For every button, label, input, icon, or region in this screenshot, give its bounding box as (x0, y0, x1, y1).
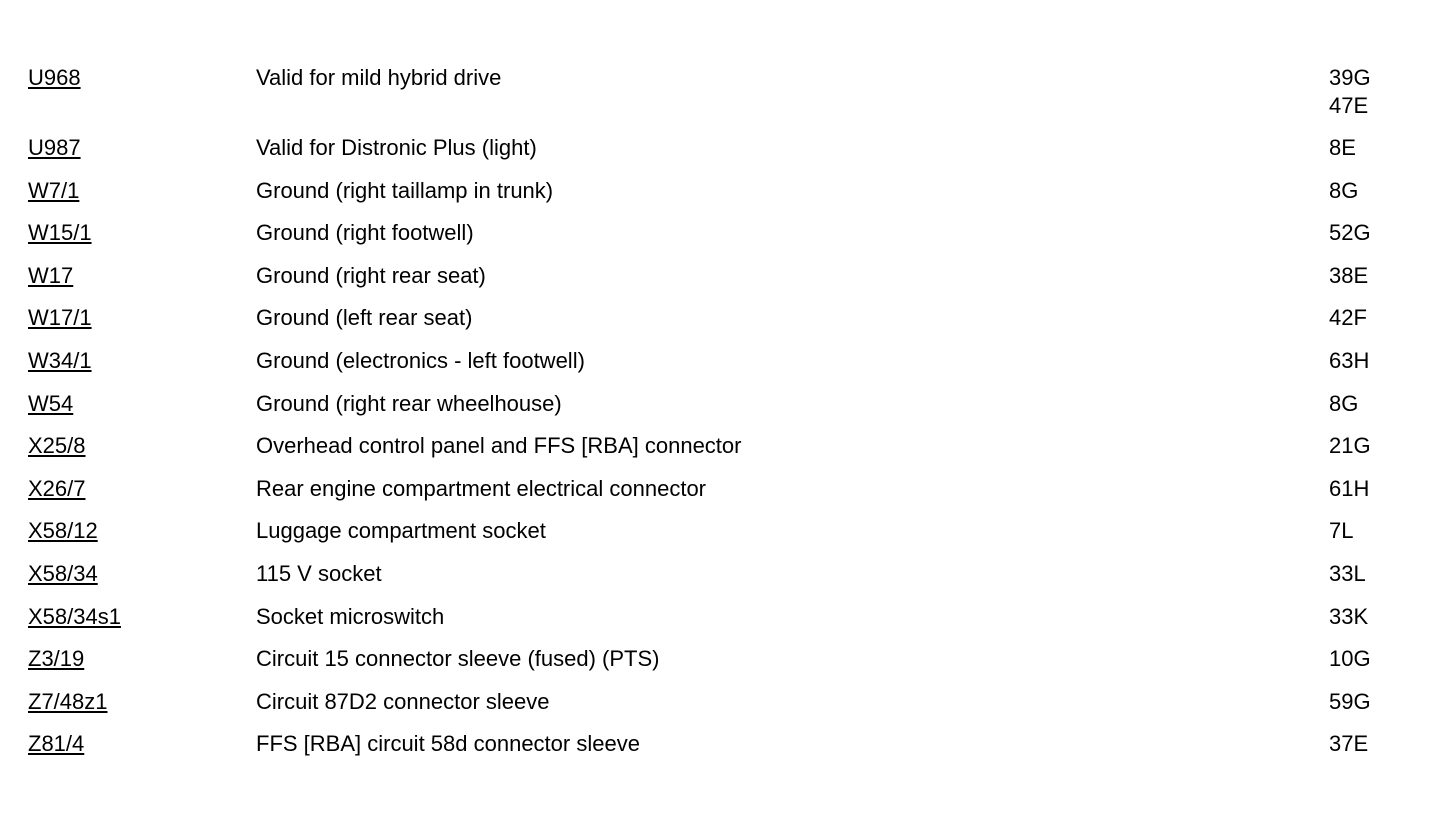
component-code-link[interactable]: W17/1 (28, 305, 92, 331)
table-row (28, 603, 1428, 631)
component-legend-table (28, 64, 1428, 773)
component-description: 115 V socket (256, 560, 382, 586)
component-description: Circuit 87D2 connector sleeve (256, 688, 550, 714)
grid-reference-value: 8G (1329, 177, 1359, 203)
grid-reference-value: 52G (1329, 220, 1371, 246)
table-row (28, 475, 1428, 503)
component-code-link[interactable]: U987 (28, 135, 81, 160)
table-row (28, 177, 1428, 205)
component-description: Ground (right taillamp in trunk) (256, 177, 554, 203)
grid-reference-value: 38E (1329, 262, 1369, 288)
table-row (28, 219, 1428, 247)
component-description: Ground (right footwell) (256, 220, 474, 246)
table-row (28, 304, 1428, 332)
grid-reference-value: 42F (1329, 305, 1367, 331)
component-code-link[interactable]: X58/12 (28, 518, 98, 544)
component-code-link[interactable]: X25/8 (28, 433, 86, 459)
component-code-link[interactable]: X26/7 (28, 475, 86, 501)
grid-reference (1329, 517, 1353, 545)
table-row (28, 347, 1428, 375)
grid-reference-value: 61H (1329, 475, 1370, 501)
grid-reference-value: 8G (1329, 390, 1359, 416)
grid-reference (1329, 432, 1371, 460)
component-description: Rear engine compartment electrical connector (256, 475, 707, 501)
table-row (28, 560, 1428, 588)
grid-reference (1329, 304, 1367, 332)
component-description: Valid for Distronic Plus (light) (256, 135, 537, 160)
grid-reference-value: 7L (1329, 518, 1354, 544)
component-code-link[interactable]: X58/34 (28, 560, 98, 586)
grid-reference-value: 59G (1329, 688, 1371, 714)
component-code-link[interactable]: W15/1 (28, 220, 92, 246)
component-code-link[interactable]: W34/1 (28, 347, 92, 373)
grid-reference (1329, 730, 1368, 758)
component-description: Socket microswitch (256, 603, 445, 629)
grid-reference (1329, 177, 1358, 205)
grid-reference (1329, 134, 1356, 162)
component-code-link[interactable]: W17 (28, 262, 74, 288)
table-row (28, 134, 1428, 162)
grid-reference-value: 10G (1329, 646, 1371, 672)
grid-reference-value: 39G (1329, 65, 1371, 90)
component-code-link[interactable]: Z3/19 (28, 646, 85, 672)
component-code-link[interactable]: W54 (28, 390, 74, 416)
grid-reference (1329, 688, 1371, 716)
table-row (28, 688, 1428, 716)
component-code-link[interactable]: U968 (28, 65, 81, 90)
table-row (28, 730, 1428, 758)
component-code-link[interactable]: Z81/4 (28, 731, 85, 757)
component-description: FFS [RBA] circuit 58d connector sleeve (256, 731, 640, 757)
grid-reference (1329, 603, 1368, 631)
grid-reference (1329, 347, 1369, 375)
component-description: Ground (left rear seat) (256, 305, 473, 331)
grid-reference-value: 63H (1329, 347, 1370, 373)
table-row (28, 517, 1428, 545)
component-description: Valid for mild hybrid drive (256, 65, 502, 90)
component-code-link[interactable]: Z7/48z1 (28, 688, 108, 714)
grid-reference-value: 37E (1329, 731, 1369, 757)
grid-reference-value: 8E (1329, 135, 1356, 160)
grid-reference (1329, 219, 1371, 247)
component-description: Overhead control panel and FFS [RBA] connector (256, 433, 742, 459)
component-description: Luggage compartment socket (256, 518, 546, 544)
table-row (28, 645, 1428, 673)
grid-reference (1329, 475, 1369, 503)
table-row (28, 262, 1428, 290)
grid-reference (1329, 390, 1358, 418)
component-description: Ground (electronics - left footwell) (256, 347, 585, 373)
grid-reference (1329, 645, 1371, 673)
grid-reference (1329, 262, 1368, 290)
grid-reference-value: 21G (1329, 433, 1371, 459)
component-code-link[interactable]: X58/34s1 (28, 603, 121, 629)
grid-reference-value: 33K (1329, 603, 1369, 629)
table-row (28, 432, 1428, 460)
table-row (28, 390, 1428, 418)
grid-reference (1329, 560, 1366, 588)
grid-reference-value: 47E (1329, 93, 1369, 118)
component-description: Ground (right rear seat) (256, 262, 486, 288)
component-description: Circuit 15 connector sleeve (fused) (PTS) (256, 646, 660, 672)
table-row (28, 64, 1428, 120)
component-code-link[interactable]: W7/1 (28, 177, 80, 203)
component-description: Ground (right rear wheelhouse) (256, 390, 562, 416)
grid-reference (1329, 64, 1371, 120)
grid-reference-value: 33L (1329, 560, 1366, 586)
